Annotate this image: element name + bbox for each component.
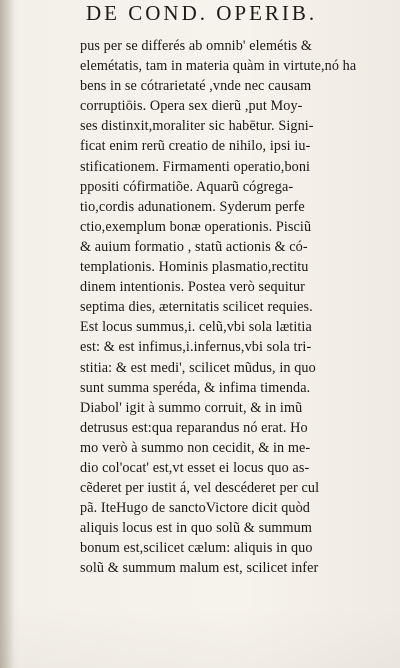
text-line: cẽderet per iustit á, vel descéderet per cul [80,480,320,497]
running-head: DE COND. OPERIB. [86,1,318,25]
text-line: detrusus est:qua reparandus nó erat. Ho [80,419,308,436]
text-line: & auium formatio , statũ actionis & có- [80,238,308,255]
text-line: elemétatis, tam in materia quàm in virtute,nó ha [80,58,357,75]
text-line: pã. IteHugo de sanctoVictore dicit quòd [80,500,310,517]
text-line: bonum est,scilicet cælum: aliquis in quo [80,540,313,557]
gutter-shadow [0,0,14,668]
text-line: Diabol' igit à summo corruit, & in imũ [80,399,303,416]
text-line: bens in se cótrarietaté ,vnde nec causam [80,78,312,95]
text-line: solũ & summum malum est, scilicet infer [80,560,319,577]
text-line: stificationem. Firmamenti operatio,boni [80,158,311,175]
text-line: tio,cordis adunationem. Syderum perfe [80,198,305,215]
text-line: ctio,exemplum bonæ operationis. Pisciũ [80,218,312,235]
text-line: ficat enim rerũ creatio de nihilo, ipsi iu- [80,138,311,155]
text-line: est: & est infimus,i.infernus,vbi sola tri- [80,339,312,356]
text-line: ppositi cófirmatiõe. Aquarũ cógrega- [80,178,294,195]
text-line: templationis. Hominis plasmatio,rectitu [80,259,309,276]
body-text [80,36,380,579]
text-line: stitia: & est medi', scilicet mũdus, in quo [80,359,316,376]
text-line: septima dies, æternitatis scilicet requies. [80,299,313,316]
text-line: dio col'ocat' est,vt esset ei locus quo as- [80,459,310,476]
text-line: Est locus summus,i. celũ,vbi sola lætitia [80,319,312,336]
text-line: ses distinxit,moraliter sic habētur. Signi- [80,118,314,135]
text-line: mo verò à summo non cecidit, & in me- [80,439,311,456]
text-line: aliquis locus est in quo solũ & summum [80,520,312,537]
text-line: sunt summa speréda, & infima timenda. [80,379,311,396]
text-line: dinem intentionis. Postea verò sequitur [80,279,305,296]
text-line: corruptiōis. Opera sex dierũ ,put Moy- [80,98,303,115]
bottom-margin [0,608,400,668]
text-line: pus per se differés ab omnib' elemétis & [80,38,313,54]
